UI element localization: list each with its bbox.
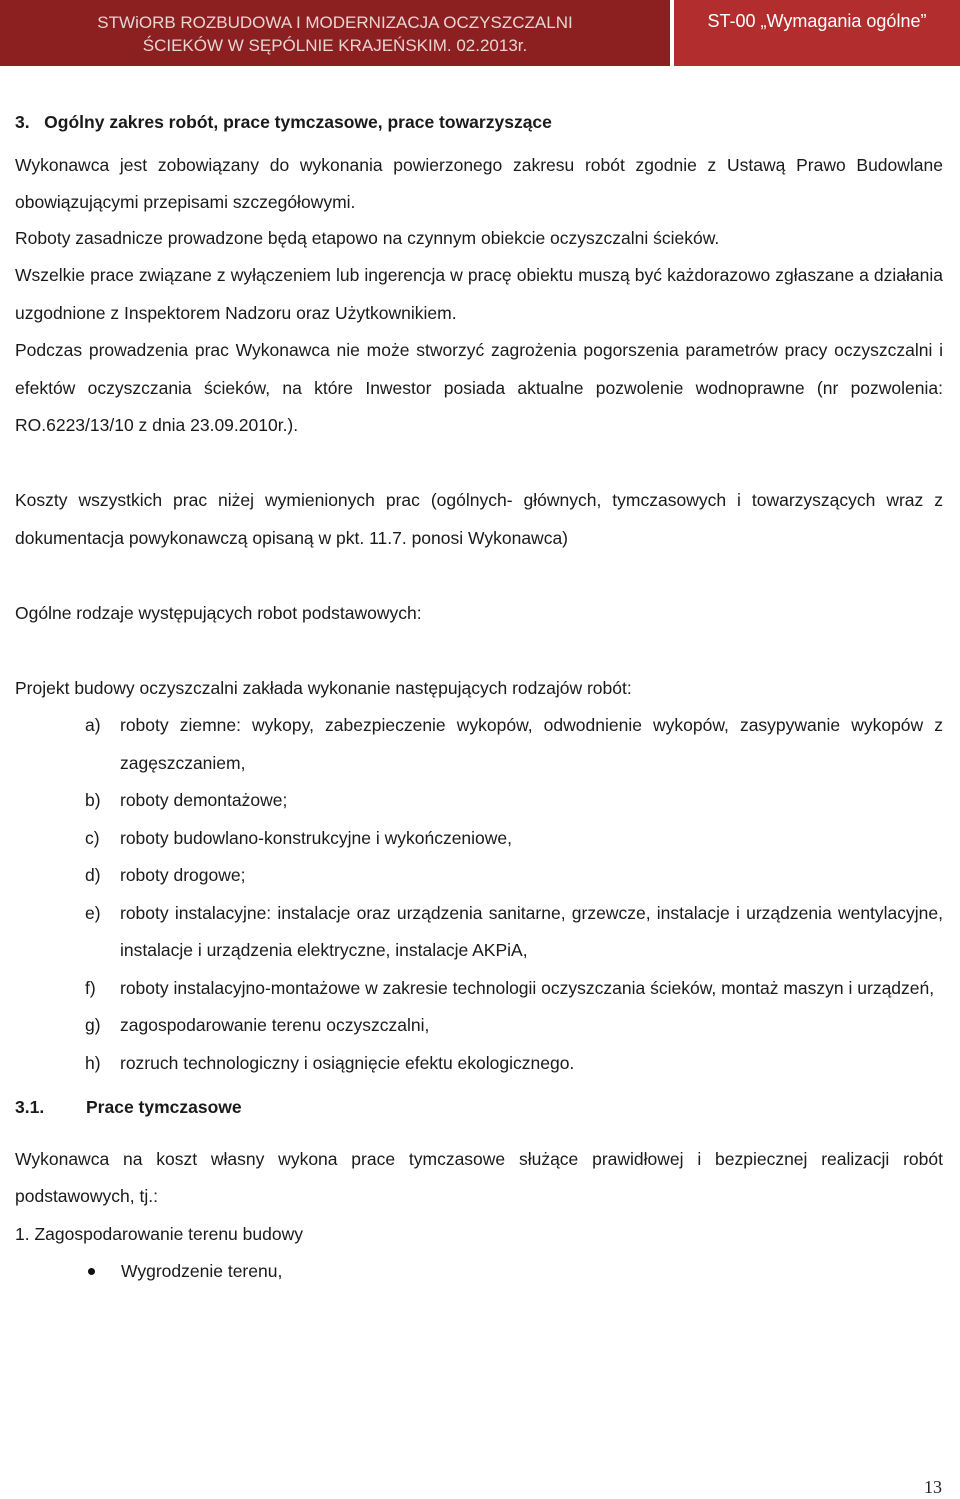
page-header [0,0,960,66]
document-body [15,104,943,1291]
header-project-title [0,0,670,66]
list-item: a) roboty ziemne: wykopy, zabezpieczenie wykopów, odwodnienie wykopów, zasypywanie wykopów z zagęszczaniem, [85,715,943,773]
paragraph-temporary-works: Wykonawca na koszt własny wykona prace tymczasowe służące prawidłowej i bezpiecznej realizacji robót podstawowych, tj.: [15,1148,943,1206]
list-item: g) zagospodarowanie terenu oczyszczalni, [85,1015,430,1035]
section-3-1-heading [15,1089,943,1127]
works-list [15,707,943,1082]
paragraph-staged-works: Roboty zasadnicze prowadzone będą etapowo na czynnym obiekcie oczyszczalni ścieków. [15,227,720,248]
paragraph-project-scope: Projekt budowy oczyszczalni zakłada wykonanie następujących rodzajów robót: [15,677,632,698]
bullet-text: Wygrodzenie terenu, [121,1261,283,1281]
page-number: 13 [924,1477,942,1497]
list-item: f) roboty instalacyjno-montażowe w zakresie technologii oczyszczania ścieków, montaż maszyn i urządzeń, [85,977,935,998]
list-item: c) roboty budowlano-konstrukcyjne i wykończeniowe, [85,827,513,848]
section-3-heading: 3. Ogólny zakres robót, prace tymczasowe, prace towarzyszące [15,112,552,132]
paragraph-notifications: Wszelkie prace związane z wyłączeniem lub ingerencja w pracę obiektu muszą być każdorazowo zgłaszane a działania uzgodnione z Inspektorem Nadzoru oraz Użytkownikiem. [15,265,943,323]
list-item: d) roboty drogowe; [85,865,246,885]
section-number: 3.1. [15,1097,45,1117]
header-spec-code: ST-00 „Wymagania ogólne” [674,0,960,66]
header-title-line1: STWiORB ROZBUDOWA I MODERNIZACJA OCZYSZCZALNI [97,13,573,32]
numbered-item-site-development: 1. Zagospodarowanie terenu budowy [15,1223,303,1244]
paragraph-costs: Koszty wszystkich prac niżej wymienionych prac (ogólnych- głównych, tymczasowych i towarzyszących wraz z dokumentacja powykonawczą opisaną w pkt. 11.7. ponosi Wykonawca) [15,490,943,548]
list-item: h) rozruch technologiczny i osiągnięcie efektu ekologicznego. [85,1052,575,1073]
section-title: Prace tymczasowe [86,1097,242,1117]
list-item: e) roboty instalacyjne: instalacje oraz urządzenia sanitarne, grzewcze, instalacje i urządzenia wentylacyjne, instalacje i urządzenia elektryczne, instalacje AKPiA, [85,902,943,960]
paragraph-contractor-obligation: Wykonawca jest zobowiązany do wykonania powierzonego zakresu robót zgodnie z Ustawą Prawo Budowlane obowiązującymi przepisami szczegółowymi. [15,154,943,212]
paragraph-operation-parameters: Podczas prowadzenia prac Wykonawca nie może stworzyć zagrożenia pogorszenia parametrów pracy oczyszczalni i efektów oczyszczania ścieków, na które Inwestor posiada aktualne pozwolenie wodnoprawne (nr pozwolenia: RO.6223/13/10 z dnia 23.09.2010r.). [15,340,943,435]
bullet-item [15,1253,943,1291]
header-title-line2: ŚCIEKÓW W SĘPÓLNIE KRAJEŃSKIM. 02.2013r. [142,36,528,55]
paragraph-work-types: Ogólne rodzaje występujących robot podstawowych: [15,602,422,623]
bullet-icon [88,1268,95,1275]
list-item: b) roboty demontażowe; [85,790,288,810]
